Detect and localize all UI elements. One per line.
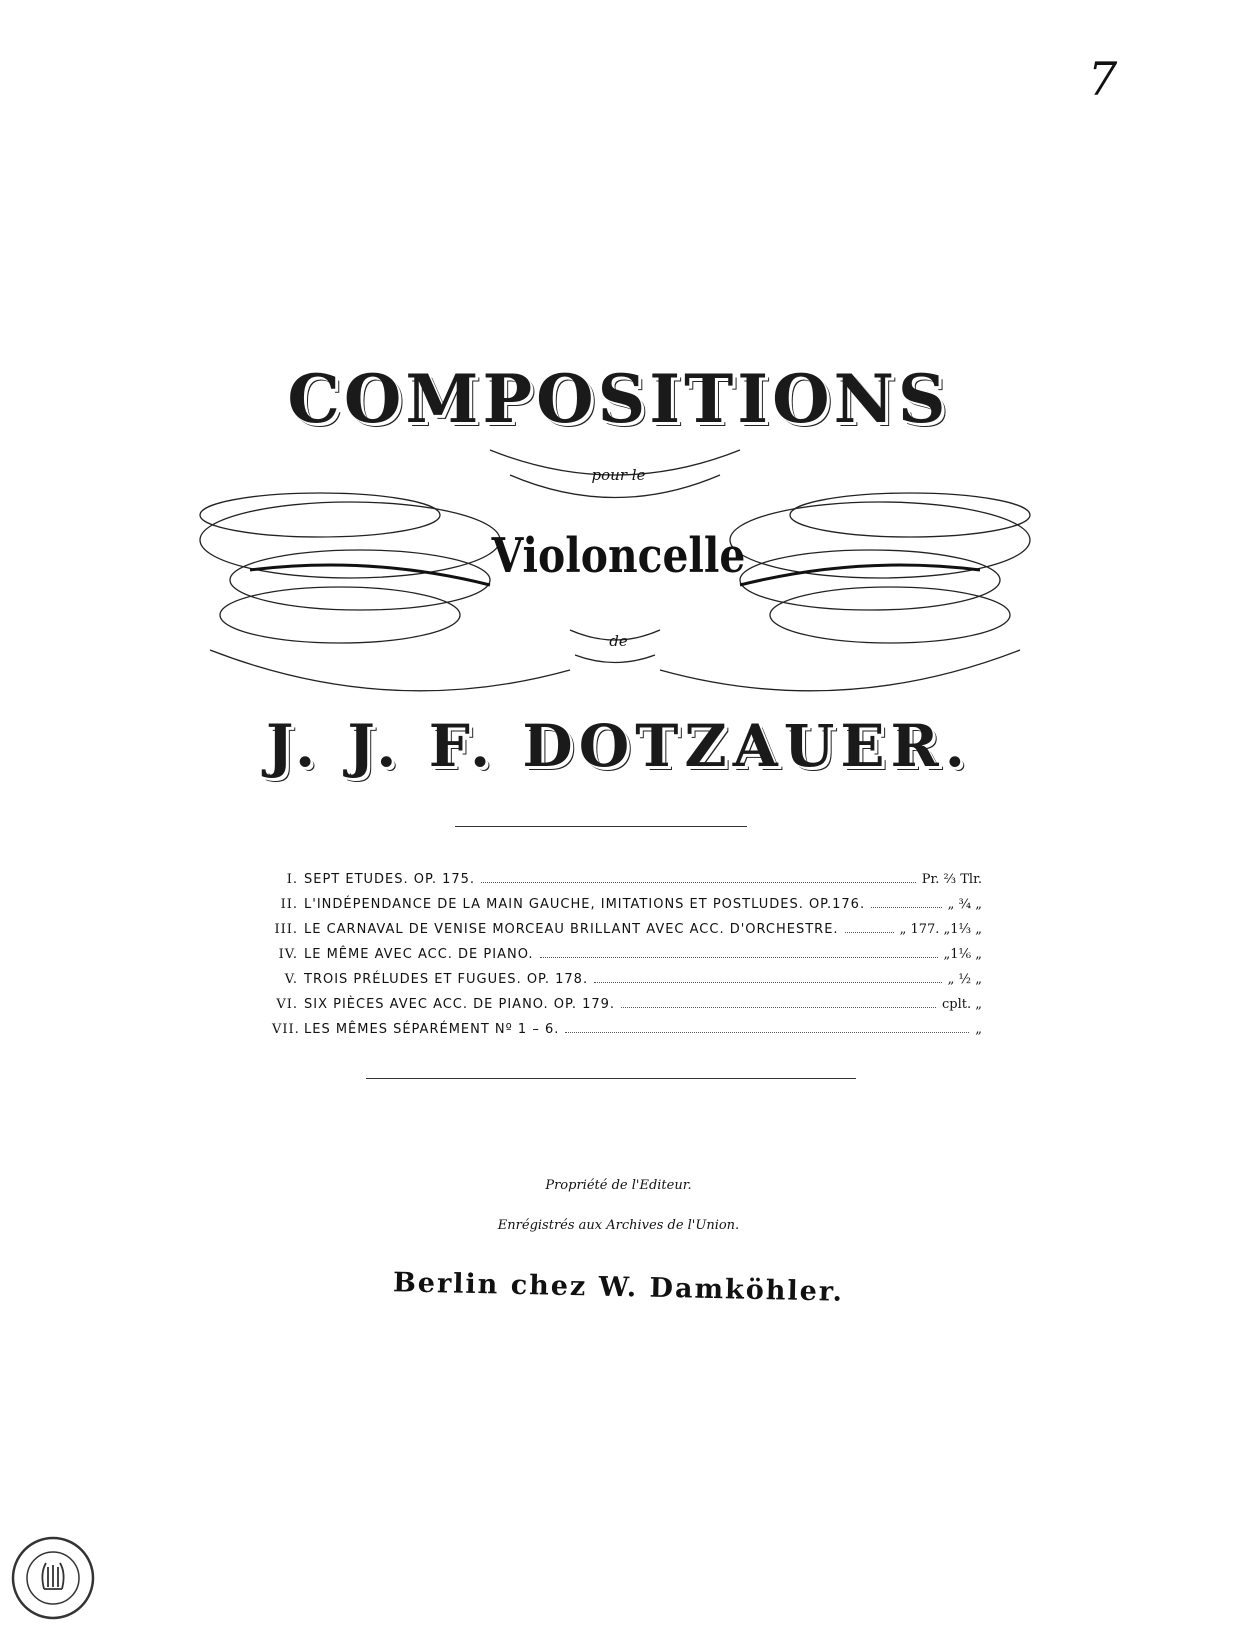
publisher-imprint: Berlin chez W. Damköhler. <box>392 1267 845 1308</box>
page-number: 7 <box>1088 52 1118 106</box>
instrument-name: Violoncelle <box>491 528 746 584</box>
list-item <box>272 872 982 897</box>
page-title: COMPOSITIONS <box>287 360 950 438</box>
composer-name: J. J. F. DOTZAUER. <box>266 712 971 780</box>
divider-top <box>455 826 747 827</box>
work-number: VI. <box>276 997 298 1012</box>
leader-dots <box>621 999 936 1008</box>
work-price: „ ½ „ <box>947 972 982 987</box>
work-price: „ <box>975 1022 982 1037</box>
leader-dots <box>481 874 916 883</box>
work-title: LES MÊMES SÉPARÉMENT Nº 1 – 6. <box>304 1022 560 1037</box>
leader-dots <box>540 949 938 958</box>
leader-dots <box>845 924 894 933</box>
work-number: IV. <box>278 947 298 962</box>
list-item <box>272 972 982 997</box>
list-item <box>272 997 982 1022</box>
work-title: SEPT ETUDES. OP. 175. <box>304 872 476 887</box>
publisher-stamp <box>10 1535 96 1621</box>
work-price: „ ¾ „ <box>947 897 982 912</box>
divider-bottom <box>366 1078 856 1079</box>
work-number: VII. <box>272 1022 300 1037</box>
work-title: TROIS PRÉLUDES ET FUGUES. OP. 178. <box>304 972 589 987</box>
work-price: „1⅙ „ <box>943 947 982 962</box>
leader-dots <box>871 899 942 908</box>
registration-note: Enrégistrés aux Archives de l'Union. <box>497 1218 740 1233</box>
work-title: L'INDÉPENDANCE DE LA MAIN GAUCHE, IMITATIONS ET POSTLUDES. OP.176. <box>304 897 866 912</box>
work-number: III. <box>274 922 298 937</box>
work-number: II. <box>280 897 298 912</box>
work-price: cplt. „ <box>942 997 982 1012</box>
work-title: LE MÊME AVEC ACC. DE PIANO. <box>304 947 534 962</box>
list-item <box>272 1022 982 1047</box>
de-label: de <box>609 632 628 650</box>
list-item <box>272 897 982 922</box>
leader-dots <box>565 1024 969 1033</box>
work-title: SIX PIÈCES AVEC ACC. DE PIANO. OP. 179. <box>304 997 616 1012</box>
leader-dots <box>594 974 942 983</box>
work-price: Pr. ⅔ Tlr. <box>921 872 982 887</box>
pour-le-label: pour le <box>591 466 646 484</box>
work-price: „ 177. „1⅓ „ <box>899 922 982 937</box>
work-number: I. <box>286 872 298 887</box>
list-item <box>272 922 982 947</box>
work-number: V. <box>284 972 298 987</box>
work-title: LE CARNAVAL DE VENISE MORCEAU BRILLANT AVEC ACC. D'ORCHESTRE. <box>304 922 839 937</box>
list-item <box>272 947 982 972</box>
propriete-note: Propriété de l'Editeur. <box>545 1178 692 1193</box>
works-list <box>272 872 982 1047</box>
